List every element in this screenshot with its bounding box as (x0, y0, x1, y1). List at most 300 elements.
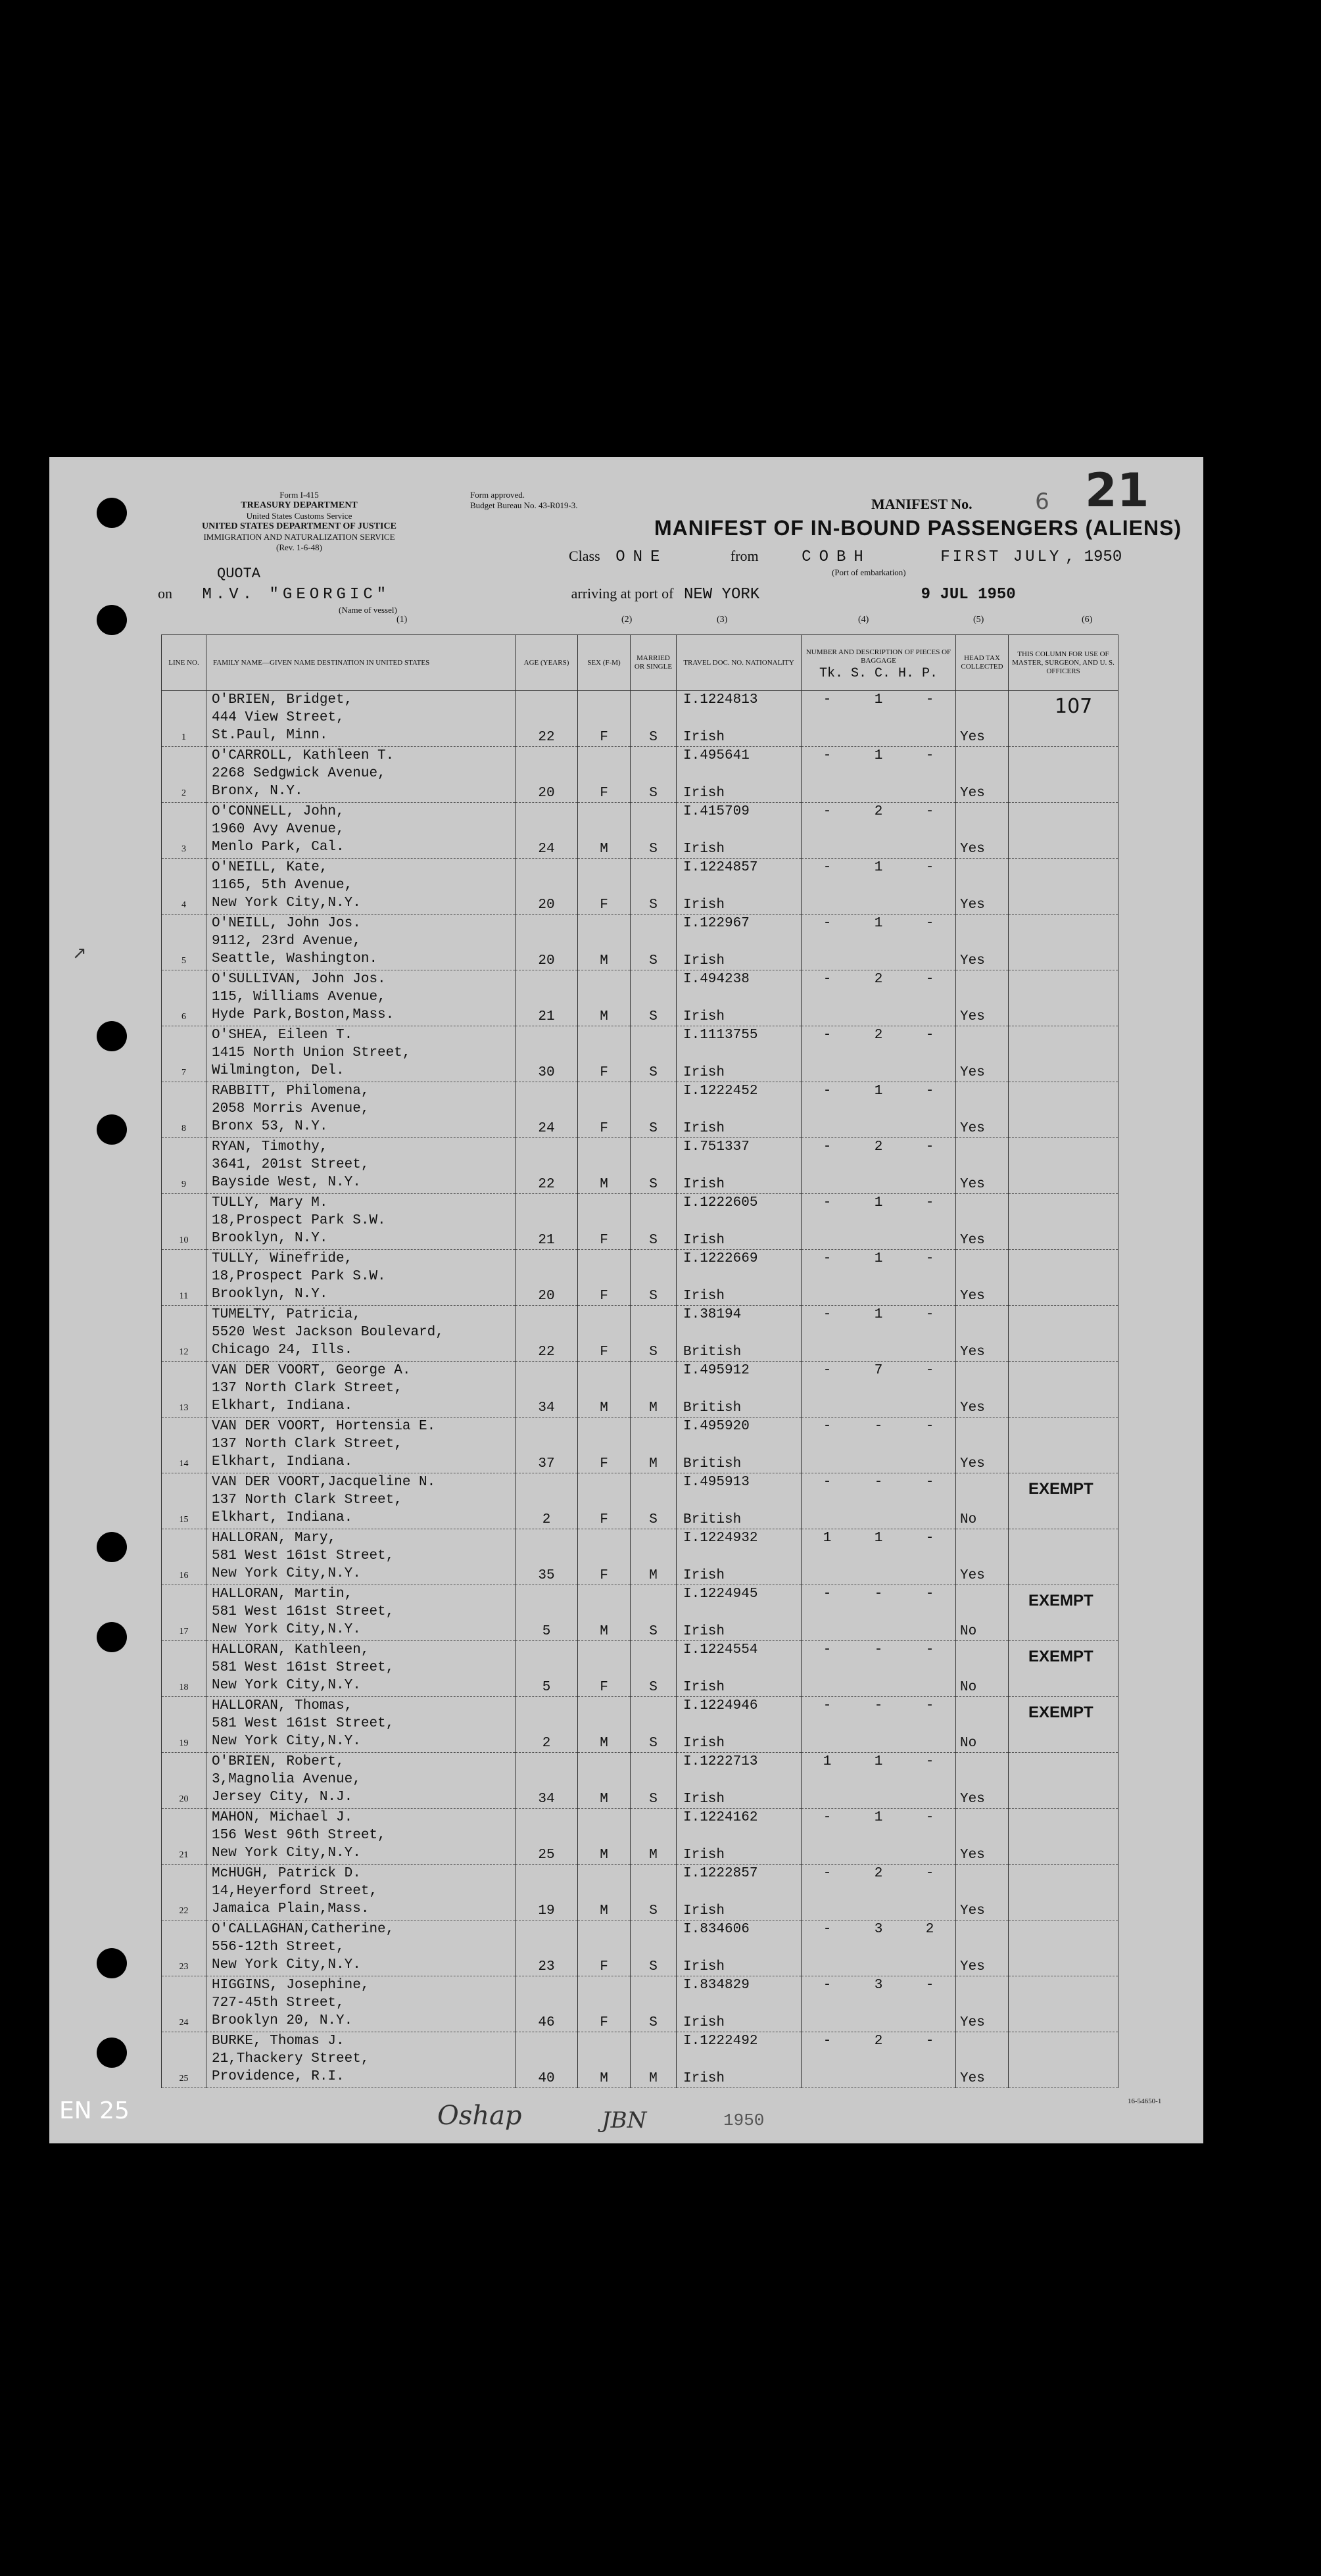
head-tax: Yes (960, 1289, 985, 1304)
margin-handwriting: ↗ (72, 943, 87, 963)
table-row (162, 1362, 1118, 1418)
age: 22 (538, 1345, 555, 1360)
baggage-sc: 1 (874, 692, 883, 707)
family-given-name: TULLY, Winefride, (212, 1251, 353, 1266)
destination-city: New York City,N.Y. (212, 1734, 361, 1749)
sex: F (600, 1345, 608, 1360)
name-cell (206, 859, 516, 915)
head-tax: Yes (960, 2071, 985, 2086)
line-number: 25 (179, 2074, 189, 2084)
baggage-hp: - (925, 860, 934, 875)
line-number-cell (162, 1809, 206, 1865)
age: 20 (538, 897, 555, 913)
table-row (162, 1138, 1118, 1194)
line-number: 24 (179, 2018, 189, 2028)
baggage-tk: - (823, 1922, 832, 1937)
head-tax: Yes (960, 1233, 985, 1248)
sex: M (600, 1009, 608, 1024)
form-approval (470, 490, 578, 511)
sex: F (600, 1568, 608, 1583)
baggage-hp: - (925, 1084, 934, 1099)
line-number-cell (162, 970, 206, 1026)
age: 25 (538, 1848, 555, 1863)
baggage-tk: 1 (823, 1754, 832, 1769)
officers-cell (1009, 1250, 1118, 1306)
nationality: Irish (683, 1959, 725, 1974)
officer-note (1009, 970, 1118, 977)
age-cell (516, 1138, 578, 1194)
head-tax: Yes (960, 1065, 985, 1080)
form-number: Form I-415 (279, 490, 319, 500)
destination-city: Elkhart, Indiana. (212, 1454, 353, 1469)
baggage-sc: 7 (874, 1363, 883, 1378)
nationality: Irish (683, 1568, 725, 1583)
head-tax: Yes (960, 1009, 985, 1024)
name-cell (206, 1138, 516, 1194)
head-tax: Yes (960, 897, 985, 913)
nationality: Irish (683, 1903, 725, 1919)
head-tax-cell (956, 691, 1009, 747)
destination-street: 21,Thackery Street, (212, 2051, 370, 2066)
officer-note (1009, 859, 1118, 865)
officers-cell (1009, 1753, 1118, 1809)
class-line (569, 548, 1122, 566)
head-tax: Yes (960, 1848, 985, 1863)
age: 22 (538, 1177, 555, 1192)
married-cell (631, 1753, 677, 1809)
punch-hole (97, 605, 127, 635)
married-cell (631, 1865, 677, 1920)
table-row (162, 1473, 1118, 1529)
marital-status: S (649, 1624, 658, 1639)
travel-doc-cell (677, 1082, 802, 1138)
age-cell (516, 1585, 578, 1641)
line-number: 18 (179, 1682, 189, 1692)
baggage-sc: 2 (874, 1866, 883, 1881)
officers-cell (1009, 1920, 1118, 1976)
married-cell (631, 859, 677, 915)
family-given-name: O'NEILL, Kate, (212, 860, 328, 875)
head-tax-cell (956, 1306, 1009, 1362)
nationality: Irish (683, 1289, 725, 1304)
baggage-hp: - (925, 916, 934, 931)
table-row (162, 859, 1118, 915)
destination-city: Brooklyn, N.Y. (212, 1287, 328, 1302)
col-baggage (802, 635, 956, 691)
officer-note (1009, 747, 1118, 753)
line-number-cell (162, 1529, 206, 1585)
class-label: Class (569, 548, 600, 564)
nationality: British (683, 1456, 742, 1471)
col-baggage-sub: Tk. S. C. H. P. (819, 665, 938, 681)
baggage-hp: - (925, 1363, 934, 1378)
name-cell (206, 1697, 516, 1753)
sex: M (600, 2071, 608, 2086)
sex-cell (578, 1306, 631, 1362)
destination-city: Chicago 24, Ills. (212, 1343, 353, 1358)
destination-city: Brooklyn, N.Y. (212, 1231, 328, 1246)
line-number: 5 (181, 956, 186, 966)
line-number: 16 (179, 1571, 189, 1581)
head-tax: Yes (960, 1345, 985, 1360)
baggage-sc: 3 (874, 1978, 883, 1993)
sex: M (600, 1400, 608, 1416)
married-cell (631, 1473, 677, 1529)
officers-cell (1009, 1138, 1118, 1194)
page-title: MANIFEST OF IN-BOUND PASSENGERS (ALIENS) (654, 516, 1182, 540)
officers-cell (1009, 691, 1118, 747)
line-number-cell (162, 1194, 206, 1250)
destination-street: 1415 North Union Street, (212, 1045, 411, 1061)
head-tax: Yes (960, 1177, 985, 1192)
travel-doc-cell (677, 915, 802, 970)
age: 40 (538, 2071, 555, 2086)
line-number: 11 (179, 1291, 189, 1301)
inspector-initials: JBN (602, 2107, 647, 2134)
baggage-cell (802, 1250, 956, 1306)
family-given-name: HALLORAN, Thomas, (212, 1698, 353, 1713)
treasury-label: TREASURY DEPARTMENT (241, 500, 358, 510)
sex-cell (578, 970, 631, 1026)
baggage-cell (802, 691, 956, 747)
table-row (162, 1418, 1118, 1473)
col-line-no: LINE NO. (162, 635, 206, 691)
family-given-name: O'CONNELL, John, (212, 804, 345, 819)
line-number: 6 (181, 1012, 186, 1022)
marital-status: M (649, 1568, 658, 1583)
baggage-hp: - (925, 1307, 934, 1322)
name-cell (206, 1920, 516, 1976)
sex: M (600, 1903, 608, 1919)
name-cell (206, 747, 516, 803)
sex-cell (578, 803, 631, 859)
baggage-hp: - (925, 804, 934, 819)
sex-cell (578, 1473, 631, 1529)
destination-city: New York City,N.Y. (212, 1678, 361, 1693)
baggage-tk: - (823, 1419, 832, 1434)
travel-doc-cell (677, 1697, 802, 1753)
family-given-name: RABBITT, Philomena, (212, 1084, 370, 1099)
sex: F (600, 786, 608, 801)
ins-label: IMMIGRATION AND NATURALIZATION SERVICE (203, 532, 395, 542)
nationality: Irish (683, 953, 725, 968)
name-cell (206, 691, 516, 747)
form-header-left (148, 490, 450, 553)
married-cell (631, 1082, 677, 1138)
family-given-name: TULLY, Mary M. (212, 1195, 328, 1210)
nationality: Irish (683, 1680, 725, 1695)
married-cell (631, 1641, 677, 1697)
marital-status: S (649, 1065, 658, 1080)
baggage-cell (802, 1809, 956, 1865)
date-value: FIRST JULY (940, 548, 1062, 566)
baggage-cell (802, 803, 956, 859)
arrival-date-stamp: 9 JUL 1950 (921, 586, 1016, 604)
sex: M (600, 1177, 608, 1192)
destination-street: 1960 Avy Avenue, (212, 822, 345, 837)
marital-status: S (649, 1959, 658, 1974)
officer-note (1009, 1920, 1118, 1927)
destination-street: 1165, 5th Avenue, (212, 878, 353, 893)
table-row (162, 747, 1118, 803)
name-cell (206, 1250, 516, 1306)
married-cell (631, 1809, 677, 1865)
manifest-sheet (49, 457, 1203, 2143)
family-given-name: RYAN, Timothy, (212, 1139, 328, 1155)
column-number: (2) (621, 615, 633, 625)
age: 24 (538, 1121, 555, 1136)
marital-status: S (649, 1792, 658, 1807)
travel-doc-number: I.1224554 (683, 1642, 758, 1658)
destination-city: Bronx, N.Y. (212, 784, 303, 799)
form-code: 16-54650-1 (1128, 2097, 1162, 2105)
line-number: 14 (179, 1459, 189, 1469)
baggage-sc: 2 (874, 804, 883, 819)
baggage-tk: - (823, 860, 832, 875)
officer-note (1009, 1753, 1118, 1759)
family-given-name: O'SHEA, Eileen T. (212, 1028, 353, 1043)
line-number-cell (162, 803, 206, 859)
officers-cell (1009, 1641, 1118, 1697)
marital-status: M (649, 1848, 658, 1863)
line-number-cell (162, 1250, 206, 1306)
line-number-cell (162, 747, 206, 803)
officers-cell (1009, 1473, 1118, 1529)
officer-note (1009, 2032, 1118, 2039)
margin-note: EN 25 (59, 2097, 130, 2124)
destination-city: St.Paul, Minn. (212, 728, 328, 743)
nationality: Irish (683, 1736, 725, 1751)
travel-doc-number: I.834606 (683, 1922, 750, 1937)
baggage-hp: - (925, 1978, 934, 1993)
table-row (162, 803, 1118, 859)
age: 20 (538, 953, 555, 968)
baggage-sc: 1 (874, 1810, 883, 1825)
line-number: 1 (181, 732, 186, 742)
officers-cell (1009, 2032, 1118, 2088)
line-number-cell (162, 1920, 206, 1976)
name-cell (206, 1362, 516, 1418)
sex-cell (578, 1194, 631, 1250)
marital-status: S (649, 1680, 658, 1695)
sex-cell (578, 1865, 631, 1920)
sex: F (600, 897, 608, 913)
officer-note (1009, 1362, 1118, 1368)
table-row (162, 1082, 1118, 1138)
quota-label: QUOTA (217, 565, 261, 582)
line-number: 17 (179, 1627, 189, 1636)
line-number: 21 (179, 1850, 189, 1860)
head-tax-cell (956, 1418, 1009, 1473)
officers-cell (1009, 1082, 1118, 1138)
marital-status: S (649, 842, 658, 857)
sex-cell (578, 1585, 631, 1641)
sex: F (600, 1065, 608, 1080)
marital-status: M (649, 1400, 658, 1416)
age-cell (516, 970, 578, 1026)
baggage-hp: - (925, 1810, 934, 1825)
sex: F (600, 1289, 608, 1304)
line-number: 22 (179, 1906, 189, 1916)
baggage-hp: - (925, 692, 934, 707)
col-head-tax: HEAD TAX COLLECTED (956, 635, 1009, 691)
manifest-no-value: 6 (1035, 489, 1049, 515)
age: 20 (538, 1289, 555, 1304)
baggage-cell (802, 1306, 956, 1362)
travel-doc-number: I.1224857 (683, 860, 758, 875)
line-number-cell (162, 859, 206, 915)
head-tax-cell (956, 1585, 1009, 1641)
head-tax-cell (956, 747, 1009, 803)
travel-doc-cell (677, 1753, 802, 1809)
marital-status: S (649, 1009, 658, 1024)
travel-doc-cell (677, 691, 802, 747)
baggage-sc: 3 (874, 1922, 883, 1937)
baggage-tk: - (823, 1251, 832, 1266)
age-cell (516, 1026, 578, 1082)
baggage-hp: - (925, 1475, 934, 1490)
age-cell (516, 1865, 578, 1920)
from-label: from (730, 548, 759, 564)
baggage-sc: 1 (874, 1531, 883, 1546)
marital-status: S (649, 1121, 658, 1136)
name-cell (206, 1585, 516, 1641)
baggage-cell (802, 2032, 956, 2088)
destination-city: Menlo Park, Cal. (212, 840, 345, 855)
line-number-cell (162, 915, 206, 970)
marital-status: S (649, 1736, 658, 1751)
head-tax-cell (956, 915, 1009, 970)
baggage-hp: - (925, 2034, 934, 2049)
destination-street: 727-45th Street, (212, 1995, 345, 2011)
age: 24 (538, 842, 555, 857)
table-header-row (162, 635, 1118, 691)
travel-doc-number: I.1222857 (683, 1866, 758, 1881)
officer-note (1009, 915, 1118, 921)
officer-note (1009, 1194, 1118, 1201)
baggage-sc: - (874, 1586, 883, 1602)
age-cell (516, 859, 578, 915)
destination-street: 3,Magnolia Avenue, (212, 1772, 361, 1787)
marital-status: S (649, 1233, 658, 1248)
column-number: (3) (717, 615, 728, 625)
punch-hole (97, 2038, 127, 2068)
age-cell (516, 1418, 578, 1473)
destination-city: New York City,N.Y. (212, 1846, 361, 1861)
travel-doc-number: I.494238 (683, 972, 750, 987)
baggage-cell (802, 1473, 956, 1529)
head-tax: Yes (960, 1456, 985, 1471)
family-given-name: VAN DER VOORT, Hortensia E. (212, 1419, 436, 1434)
baggage-hp: - (925, 1754, 934, 1769)
marital-status: S (649, 953, 658, 968)
col-travel-doc: TRAVEL DOC. NO. NATIONALITY (677, 635, 802, 691)
married-cell (631, 1250, 677, 1306)
age-cell (516, 1753, 578, 1809)
destination-street: 3641, 201st Street, (212, 1157, 370, 1172)
baggage-tk: - (823, 1307, 832, 1322)
marital-status: S (649, 1512, 658, 1527)
destination-street: 2058 Morris Avenue, (212, 1101, 370, 1116)
age: 35 (538, 1568, 555, 1583)
baggage-cell (802, 1753, 956, 1809)
age: 37 (538, 1456, 555, 1471)
officer-note (1009, 1138, 1118, 1145)
destination-street: 581 West 161st Street, (212, 1660, 395, 1675)
head-tax-cell (956, 970, 1009, 1026)
age-cell (516, 1194, 578, 1250)
officers-cell (1009, 1697, 1118, 1753)
age-cell (516, 1082, 578, 1138)
baggage-tk: 1 (823, 1531, 832, 1546)
sex: F (600, 2015, 608, 2030)
baggage-cell (802, 1362, 956, 1418)
head-tax-cell (956, 1194, 1009, 1250)
head-tax: Yes (960, 1400, 985, 1416)
officers-cell (1009, 1865, 1118, 1920)
sex-cell (578, 1250, 631, 1306)
travel-doc-cell (677, 1641, 802, 1697)
marital-status: S (649, 1289, 658, 1304)
line-number: 15 (179, 1515, 189, 1525)
baggage-sc: 1 (874, 916, 883, 931)
nationality: British (683, 1345, 742, 1360)
travel-doc-cell (677, 970, 802, 1026)
sex-cell (578, 915, 631, 970)
vessel-name-label: (Name of vessel) (339, 605, 397, 615)
sex-cell (578, 691, 631, 747)
head-tax-cell (956, 1641, 1009, 1697)
age: 34 (538, 1400, 555, 1416)
age-cell (516, 1809, 578, 1865)
nationality: British (683, 1512, 742, 1527)
baggage-cell (802, 1585, 956, 1641)
revision-label: (Rev. 1-6-48) (276, 542, 322, 552)
head-tax: Yes (960, 1903, 985, 1919)
travel-doc-number: I.751337 (683, 1139, 750, 1155)
head-tax-cell (956, 1473, 1009, 1529)
baggage-hp: - (925, 1642, 934, 1658)
married-cell (631, 1026, 677, 1082)
marital-status: S (649, 1903, 658, 1919)
officers-cell (1009, 1306, 1118, 1362)
line-number: 23 (179, 1962, 189, 1972)
sex-cell (578, 2032, 631, 2088)
destination-street: 137 North Clark Street, (212, 1492, 402, 1508)
nationality: Irish (683, 1792, 725, 1807)
sex-cell (578, 1753, 631, 1809)
married-cell (631, 1138, 677, 1194)
travel-doc-number: I.1224932 (683, 1531, 758, 1546)
head-tax-cell (956, 1529, 1009, 1585)
nationality: Irish (683, 1233, 725, 1248)
name-cell (206, 1809, 516, 1865)
family-given-name: TUMELTY, Patricia, (212, 1307, 361, 1322)
line-number: 19 (179, 1738, 189, 1748)
baggage-hp: - (925, 1531, 934, 1546)
baggage-cell (802, 1194, 956, 1250)
nationality: British (683, 1400, 742, 1416)
destination-city: New York City,N.Y. (212, 1957, 361, 1972)
head-tax-cell (956, 1697, 1009, 1753)
baggage-sc: 1 (874, 1195, 883, 1210)
head-tax: Yes (960, 2015, 985, 2030)
married-cell (631, 1529, 677, 1585)
destination-street: 581 West 161st Street, (212, 1716, 395, 1731)
destination-city: Providence, R.I. (212, 2069, 345, 2084)
baggage-tk: - (823, 1642, 832, 1658)
line-number: 7 (181, 1068, 186, 1078)
